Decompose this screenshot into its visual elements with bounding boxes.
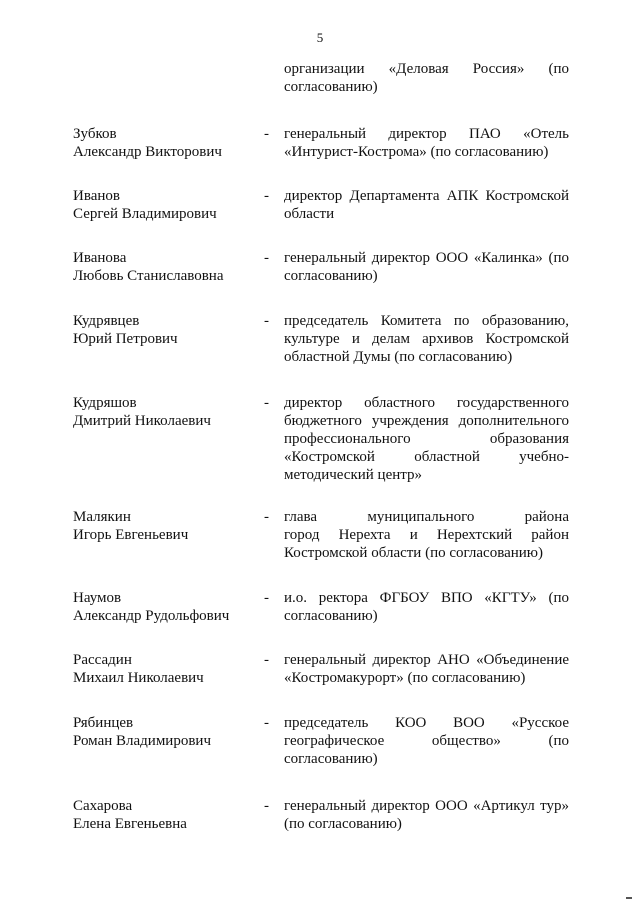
- role-line: методический центр»: [284, 467, 423, 483]
- member-given-name: Игорь Евгеньевич: [73, 527, 189, 543]
- member-role: [284, 651, 569, 687]
- role-line: глава муниципального района: [284, 509, 569, 525]
- separator-dash: -: [264, 250, 269, 266]
- member-surname: Рассадин: [73, 652, 132, 668]
- separator-dash: -: [264, 652, 269, 668]
- member-name: [73, 589, 263, 625]
- member-surname: Малякин: [73, 509, 131, 525]
- member-surname: Рябинцев: [73, 715, 134, 731]
- separator-dash: -: [264, 509, 269, 525]
- separator-dash: -: [264, 590, 269, 606]
- member-name: [73, 394, 263, 430]
- role-line: областной Думы (по согласованию): [284, 349, 513, 365]
- member-entry: [0, 508, 640, 588]
- scan-corner-mark: [626, 897, 632, 899]
- member-name: [73, 651, 263, 687]
- role-line: согласованию): [284, 751, 378, 767]
- member-given-name: Александр Викторович: [73, 144, 222, 160]
- member-name: [73, 797, 263, 833]
- member-given-name: Михаил Николаевич: [73, 670, 204, 686]
- member-name: [73, 187, 263, 223]
- role-line: согласованию): [284, 268, 378, 284]
- continuation-line: организации «Деловая Россия» (по: [284, 61, 569, 77]
- role-line: согласованию): [284, 608, 378, 624]
- role-line: председатель КОО ВОО «Русское: [284, 715, 569, 731]
- separator-dash: -: [264, 126, 269, 142]
- role-line: (по согласованию): [284, 816, 402, 832]
- role-line: культуре и делам архивов Костромской: [284, 331, 569, 347]
- member-surname: Иванов: [73, 188, 120, 204]
- role-line: Костромской области (по согласованию): [284, 545, 544, 561]
- member-entry: [0, 394, 640, 483]
- role-line: области: [284, 206, 335, 222]
- member-name: [73, 125, 263, 161]
- member-given-name: Юрий Петрович: [73, 331, 178, 347]
- role-line: город Нерехта и Нерехтский район: [284, 527, 569, 543]
- role-line: «Костромской областной учебно-: [284, 449, 569, 465]
- member-role: [284, 394, 569, 484]
- role-line: «Интурист-Кострома» (по согласованию): [284, 144, 549, 160]
- separator-dash: -: [264, 798, 269, 814]
- member-surname: Иванова: [73, 250, 127, 266]
- role-line: и.о. ректора ФГБОУ ВПО «КГТУ» (по: [284, 590, 569, 606]
- member-surname: Кудрявцев: [73, 313, 140, 329]
- role-line: профессионального образования: [284, 431, 569, 447]
- role-line: директор областного государственного: [284, 395, 569, 411]
- separator-dash: -: [264, 395, 269, 411]
- member-entry: [0, 312, 640, 392]
- role-line: генеральный директор ООО «Артикул тур»: [284, 798, 569, 814]
- member-entry: [0, 797, 640, 877]
- member-name: [73, 312, 263, 348]
- continuation-text: [284, 60, 569, 96]
- role-line: генеральный директор АНО «Объединение: [284, 652, 569, 668]
- member-role: [284, 714, 569, 768]
- member-given-name: Любовь Станиславовна: [73, 268, 224, 284]
- role-line: бюджетного учреждения дополнительного: [284, 413, 569, 429]
- member-given-name: Сергей Владимирович: [73, 206, 217, 222]
- member-name: [73, 249, 263, 285]
- member-name: [73, 508, 263, 544]
- separator-dash: -: [264, 188, 269, 204]
- member-role: [284, 249, 569, 285]
- member-entry: [0, 714, 640, 794]
- member-surname: Зубков: [73, 126, 117, 142]
- member-surname: Сахарова: [73, 798, 133, 814]
- member-role: [284, 187, 569, 223]
- member-role: [284, 508, 569, 562]
- member-role: [284, 589, 569, 625]
- member-given-name: Дмитрий Николаевич: [73, 413, 211, 429]
- role-line: генеральный директор ООО «Калинка» (по: [284, 250, 569, 266]
- member-surname: Наумов: [73, 590, 122, 606]
- member-name: [73, 714, 263, 750]
- member-surname: Кудряшов: [73, 395, 137, 411]
- page-number: 5: [316, 30, 324, 45]
- member-given-name: Елена Евгеньевна: [73, 816, 187, 832]
- continuation-line: согласованию): [284, 79, 378, 95]
- member-role: [284, 797, 569, 833]
- member-role: [284, 125, 569, 161]
- role-line: директор Департамента АПК Костромской: [284, 188, 569, 204]
- role-line: генеральный директор ПАО «Отель: [284, 126, 569, 142]
- separator-dash: -: [264, 313, 269, 329]
- role-line: географическое общество» (по: [284, 733, 569, 749]
- member-role: [284, 312, 569, 366]
- role-line: председатель Комитета по образованию,: [284, 313, 569, 329]
- member-given-name: Роман Владимирович: [73, 733, 211, 749]
- separator-dash: -: [264, 715, 269, 731]
- member-given-name: Александр Рудольфович: [73, 608, 230, 624]
- role-line: «Костромакурорт» (по согласованию): [284, 670, 526, 686]
